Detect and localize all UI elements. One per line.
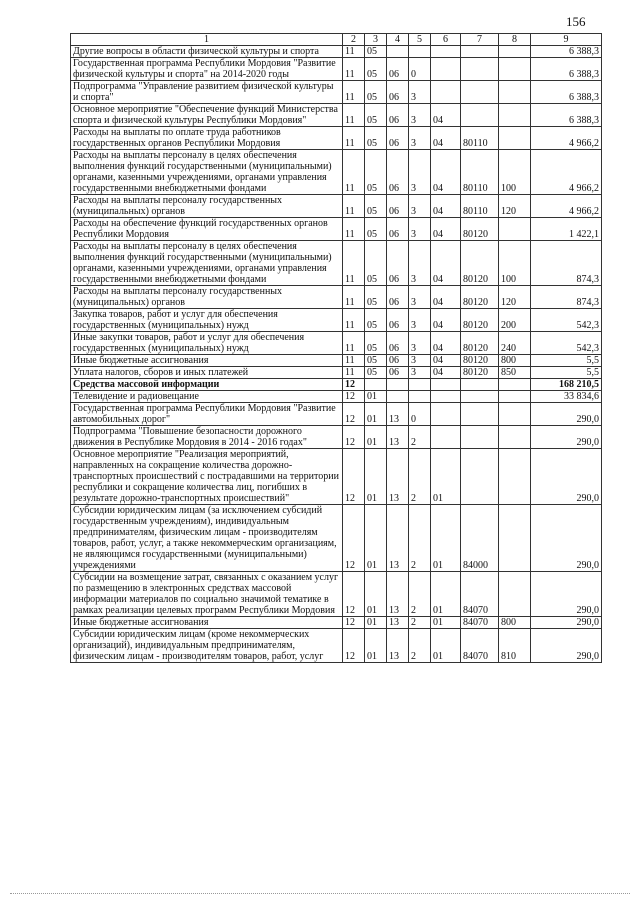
row-code-cell: 04	[431, 286, 461, 309]
table-row	[71, 403, 602, 426]
row-code-cell: 05	[365, 309, 387, 332]
row-amount-cell: 6 388,3	[531, 104, 602, 127]
row-code-cell: 100	[499, 241, 531, 286]
row-name-cell: Средства массовой информации	[71, 379, 343, 391]
table-row	[71, 309, 602, 332]
row-code-cell: 06	[387, 127, 409, 150]
row-code-cell: 2	[409, 629, 431, 663]
row-code-cell: 11	[343, 367, 365, 379]
row-amount-cell: 5,5	[531, 367, 602, 379]
row-code-cell: 06	[387, 218, 409, 241]
table-row	[71, 367, 602, 379]
column-header-7: 7	[461, 34, 499, 46]
row-code-cell	[387, 46, 409, 58]
row-code-cell	[461, 104, 499, 127]
row-code-cell: 04	[431, 195, 461, 218]
row-code-cell: 06	[387, 104, 409, 127]
row-amount-cell: 4 966,2	[531, 150, 602, 195]
row-code-cell: 06	[387, 309, 409, 332]
row-code-cell: 11	[343, 58, 365, 81]
row-name-cell: Расходы на выплаты персоналу в целях обеспечения выполнения функций государственными (муниципальными) органами, казенными учреждениями, органами управления государственными внебюджетными фондами	[71, 241, 343, 286]
row-code-cell	[499, 379, 531, 391]
table-row	[71, 58, 602, 81]
row-code-cell: 120	[499, 195, 531, 218]
row-code-cell: 05	[365, 150, 387, 195]
column-header-6: 6	[431, 34, 461, 46]
row-code-cell: 04	[431, 127, 461, 150]
row-code-cell: 11	[343, 286, 365, 309]
row-name-cell: Подпрограмма "Повышение безопасности дорожного движения в Республике Мордовия в 2014 - 2016 годах"	[71, 426, 343, 449]
row-code-cell: 01	[365, 391, 387, 403]
column-header-1: 1	[71, 34, 343, 46]
table-body	[71, 46, 602, 663]
row-code-cell: 80110	[461, 195, 499, 218]
table-row	[71, 127, 602, 150]
row-code-cell: 800	[499, 355, 531, 367]
row-name-cell: Другие вопросы в области физической культуры и спорта	[71, 46, 343, 58]
row-code-cell: 80120	[461, 286, 499, 309]
row-name-cell: Основное мероприятие "Реализация мероприятий, направленных на сокращение количества дорожно-транспортных происшествий с пострадавшими на территории республики и сокращение количества лиц, погибших в результате дорожно-транспортных происшествий"	[71, 449, 343, 505]
row-code-cell: 3	[409, 104, 431, 127]
page-number: 156	[566, 14, 586, 29]
row-code-cell: 84070	[461, 629, 499, 663]
row-code-cell: 800	[499, 617, 531, 629]
column-header-2: 2	[343, 34, 365, 46]
row-code-cell: 3	[409, 195, 431, 218]
row-name-cell: Закупка товаров, работ и услуг для обеспечения государственных (муниципальных) нужд	[71, 309, 343, 332]
row-code-cell: 100	[499, 150, 531, 195]
row-amount-cell: 6 388,3	[531, 58, 602, 81]
row-code-cell: 0	[409, 403, 431, 426]
row-code-cell: 80120	[461, 355, 499, 367]
row-amount-cell: 33 834,6	[531, 391, 602, 403]
row-code-cell: 84000	[461, 505, 499, 572]
row-code-cell: 12	[343, 403, 365, 426]
row-name-cell: Расходы на выплаты персоналу в целях обеспечения выполнения функций государственными (муниципальными) органами, казенными учреждениями, органами управления государственными внебюджетными фондами	[71, 150, 343, 195]
row-code-cell: 05	[365, 195, 387, 218]
row-code-cell	[499, 391, 531, 403]
row-code-cell: 06	[387, 150, 409, 195]
row-amount-cell: 290,0	[531, 426, 602, 449]
row-code-cell: 04	[431, 150, 461, 195]
row-name-cell: Субсидии на возмещение затрат, связанных с оказанием услуг по размещению в электронных средствах массовой информации материалов по социально значимой тематике в рамках реализации целевых программ Республики Мордовия	[71, 572, 343, 617]
row-amount-cell: 874,3	[531, 286, 602, 309]
row-code-cell: 13	[387, 426, 409, 449]
row-code-cell: 80120	[461, 332, 499, 355]
row-code-cell: 13	[387, 629, 409, 663]
row-code-cell	[431, 426, 461, 449]
table-row	[71, 104, 602, 127]
table-row	[71, 572, 602, 617]
row-code-cell: 11	[343, 241, 365, 286]
row-code-cell: 01	[365, 505, 387, 572]
row-code-cell: 05	[365, 81, 387, 104]
row-amount-cell: 4 966,2	[531, 195, 602, 218]
row-code-cell	[431, 391, 461, 403]
row-code-cell: 01	[431, 617, 461, 629]
row-code-cell	[499, 449, 531, 505]
row-code-cell	[461, 426, 499, 449]
table-row	[71, 195, 602, 218]
table-row	[71, 617, 602, 629]
column-header-9: 9	[531, 34, 602, 46]
row-code-cell	[499, 81, 531, 104]
row-code-cell: 01	[431, 449, 461, 505]
row-name-cell: Основное мероприятие "Обеспечение функций Министерства спорта и физической культуры Республики Мордовия"	[71, 104, 343, 127]
table-row	[71, 150, 602, 195]
row-code-cell	[461, 449, 499, 505]
row-name-cell: Телевидение и радиовещание	[71, 391, 343, 403]
row-name-cell: Расходы на выплаты персоналу государственных (муниципальных) органов	[71, 195, 343, 218]
row-code-cell: 11	[343, 218, 365, 241]
row-code-cell: 11	[343, 355, 365, 367]
row-code-cell: 04	[431, 309, 461, 332]
row-code-cell: 01	[365, 629, 387, 663]
row-code-cell: 05	[365, 355, 387, 367]
row-code-cell: 11	[343, 150, 365, 195]
row-amount-cell: 874,3	[531, 241, 602, 286]
row-code-cell	[431, 58, 461, 81]
table-row	[71, 241, 602, 286]
row-name-cell: Расходы на выплаты по оплате труда работников государственных органов Республики Мордовия	[71, 127, 343, 150]
row-name-cell: Уплата налогов, сборов и иных платежей	[71, 367, 343, 379]
row-code-cell: 13	[387, 505, 409, 572]
row-code-cell	[461, 58, 499, 81]
row-code-cell: 01	[365, 572, 387, 617]
row-code-cell: 01	[365, 449, 387, 505]
row-code-cell: 11	[343, 195, 365, 218]
row-code-cell	[431, 81, 461, 104]
row-code-cell: 3	[409, 218, 431, 241]
row-code-cell: 13	[387, 403, 409, 426]
row-code-cell: 01	[365, 426, 387, 449]
row-code-cell: 12	[343, 379, 365, 391]
row-code-cell	[387, 391, 409, 403]
table-row	[71, 449, 602, 505]
row-code-cell: 13	[387, 449, 409, 505]
row-code-cell: 3	[409, 355, 431, 367]
row-amount-cell: 542,3	[531, 309, 602, 332]
row-code-cell: 05	[365, 286, 387, 309]
column-header-5: 5	[409, 34, 431, 46]
row-code-cell: 2	[409, 449, 431, 505]
row-code-cell: 05	[365, 58, 387, 81]
row-code-cell	[365, 379, 387, 391]
row-code-cell: 3	[409, 286, 431, 309]
row-code-cell	[431, 379, 461, 391]
row-code-cell: 05	[365, 332, 387, 355]
row-code-cell: 3	[409, 367, 431, 379]
row-code-cell: 3	[409, 241, 431, 286]
row-amount-cell: 542,3	[531, 332, 602, 355]
row-name-cell: Государственная программа Республики Мордовия "Развитие автомобильных дорог"	[71, 403, 343, 426]
row-code-cell: 80110	[461, 150, 499, 195]
row-code-cell	[409, 391, 431, 403]
row-code-cell: 12	[343, 426, 365, 449]
row-code-cell	[499, 403, 531, 426]
row-code-cell: 01	[365, 403, 387, 426]
row-code-cell: 04	[431, 104, 461, 127]
row-code-cell: 11	[343, 46, 365, 58]
row-code-cell: 850	[499, 367, 531, 379]
row-amount-cell: 4 966,2	[531, 127, 602, 150]
row-amount-cell: 168 210,5	[531, 379, 602, 391]
row-code-cell: 05	[365, 367, 387, 379]
row-code-cell: 13	[387, 617, 409, 629]
row-code-cell	[499, 426, 531, 449]
row-code-cell: 06	[387, 332, 409, 355]
row-name-cell: Иные бюджетные ассигнования	[71, 617, 343, 629]
column-header-3: 3	[365, 34, 387, 46]
column-header-8: 8	[499, 34, 531, 46]
row-code-cell: 12	[343, 617, 365, 629]
row-code-cell: 06	[387, 241, 409, 286]
row-code-cell: 12	[343, 449, 365, 505]
row-name-cell: Иные закупки товаров, работ и услуг для обеспечения государственных (муниципальных) нужд	[71, 332, 343, 355]
row-code-cell: 04	[431, 355, 461, 367]
row-amount-cell: 1 422,1	[531, 218, 602, 241]
row-code-cell	[499, 572, 531, 617]
row-code-cell: 12	[343, 391, 365, 403]
table-row	[71, 332, 602, 355]
table-row	[71, 46, 602, 58]
row-code-cell: 11	[343, 309, 365, 332]
row-code-cell: 04	[431, 332, 461, 355]
row-name-cell: Иные бюджетные ассигнования	[71, 355, 343, 367]
row-code-cell: 120	[499, 286, 531, 309]
row-code-cell	[409, 46, 431, 58]
table-row	[71, 629, 602, 663]
row-amount-cell: 290,0	[531, 403, 602, 426]
row-code-cell: 80120	[461, 367, 499, 379]
row-name-cell: Субсидии юридическим лицам (кроме некоммерческих организаций), индивидуальным предпринимателям, физическим лицам - производителям товаров, работ, услуг	[71, 629, 343, 663]
row-code-cell: 05	[365, 241, 387, 286]
row-amount-cell: 6 388,3	[531, 46, 602, 58]
row-code-cell: 11	[343, 127, 365, 150]
row-code-cell: 2	[409, 617, 431, 629]
row-code-cell: 06	[387, 195, 409, 218]
row-code-cell	[461, 403, 499, 426]
row-name-cell: Субсидии юридическим лицам (за исключением субсидий государственным учреждениям), индивидуальным предпринимателям, физическим лицам - производителям товаров, работ, услуг, а также некоммерческим организациям, не являющимся государственными (муниципальными) учреждениями	[71, 505, 343, 572]
row-name-cell: Государственная программа Республики Мордовия "Развитие физической культуры и спорта" на 2014-2020 годы	[71, 58, 343, 81]
row-code-cell: 3	[409, 127, 431, 150]
row-code-cell: 06	[387, 355, 409, 367]
table-row	[71, 391, 602, 403]
row-code-cell: 06	[387, 58, 409, 81]
row-name-cell: Расходы на выплаты персоналу государственных (муниципальных) органов	[71, 286, 343, 309]
row-amount-cell: 5,5	[531, 355, 602, 367]
row-amount-cell: 290,0	[531, 449, 602, 505]
row-code-cell	[387, 379, 409, 391]
row-code-cell: 05	[365, 127, 387, 150]
row-code-cell: 12	[343, 572, 365, 617]
header-row	[71, 34, 602, 46]
row-code-cell: 11	[343, 81, 365, 104]
row-amount-cell: 290,0	[531, 617, 602, 629]
row-code-cell: 12	[343, 629, 365, 663]
row-code-cell: 84070	[461, 617, 499, 629]
table-row	[71, 505, 602, 572]
budget-table	[70, 33, 602, 663]
row-amount-cell: 6 388,3	[531, 81, 602, 104]
row-code-cell: 2	[409, 426, 431, 449]
row-code-cell: 12	[343, 505, 365, 572]
row-code-cell: 80110	[461, 127, 499, 150]
row-code-cell	[499, 46, 531, 58]
row-code-cell	[461, 46, 499, 58]
row-code-cell: 240	[499, 332, 531, 355]
row-code-cell: 80120	[461, 218, 499, 241]
row-code-cell: 810	[499, 629, 531, 663]
table-row	[71, 81, 602, 104]
row-code-cell: 0	[409, 58, 431, 81]
row-code-cell: 11	[343, 332, 365, 355]
row-code-cell: 80120	[461, 309, 499, 332]
row-code-cell: 2	[409, 572, 431, 617]
row-code-cell	[431, 403, 461, 426]
row-code-cell: 84070	[461, 572, 499, 617]
row-code-cell	[499, 58, 531, 81]
row-code-cell	[499, 104, 531, 127]
row-code-cell: 04	[431, 241, 461, 286]
row-code-cell: 200	[499, 309, 531, 332]
row-name-cell: Подпрограмма "Управление развитием физической культуры и спорта"	[71, 81, 343, 104]
row-code-cell	[499, 505, 531, 572]
column-header-4: 4	[387, 34, 409, 46]
row-code-cell: 06	[387, 286, 409, 309]
table-row	[71, 379, 602, 391]
table-row	[71, 286, 602, 309]
row-code-cell	[409, 379, 431, 391]
row-code-cell: 04	[431, 367, 461, 379]
row-code-cell: 06	[387, 367, 409, 379]
row-code-cell	[461, 391, 499, 403]
row-code-cell: 3	[409, 309, 431, 332]
row-amount-cell: 290,0	[531, 629, 602, 663]
table-row	[71, 218, 602, 241]
row-code-cell: 3	[409, 150, 431, 195]
row-code-cell: 13	[387, 572, 409, 617]
row-code-cell: 01	[431, 572, 461, 617]
row-code-cell	[461, 81, 499, 104]
row-code-cell: 3	[409, 81, 431, 104]
row-code-cell: 01	[365, 617, 387, 629]
row-name-cell: Расходы на обеспечение функций государственных органов Республики Мордовия	[71, 218, 343, 241]
row-code-cell: 11	[343, 104, 365, 127]
table-row	[71, 426, 602, 449]
scan-artifact-line	[10, 893, 630, 896]
row-code-cell: 80120	[461, 241, 499, 286]
row-code-cell: 01	[431, 505, 461, 572]
row-code-cell: 05	[365, 46, 387, 58]
row-code-cell: 05	[365, 218, 387, 241]
row-code-cell	[499, 127, 531, 150]
row-code-cell: 05	[365, 104, 387, 127]
row-code-cell: 01	[431, 629, 461, 663]
row-code-cell	[431, 46, 461, 58]
row-amount-cell: 290,0	[531, 572, 602, 617]
row-code-cell: 04	[431, 218, 461, 241]
row-code-cell: 2	[409, 505, 431, 572]
row-code-cell: 06	[387, 81, 409, 104]
row-code-cell	[461, 379, 499, 391]
row-amount-cell: 290,0	[531, 505, 602, 572]
row-code-cell	[499, 218, 531, 241]
table-row	[71, 355, 602, 367]
row-code-cell: 3	[409, 332, 431, 355]
